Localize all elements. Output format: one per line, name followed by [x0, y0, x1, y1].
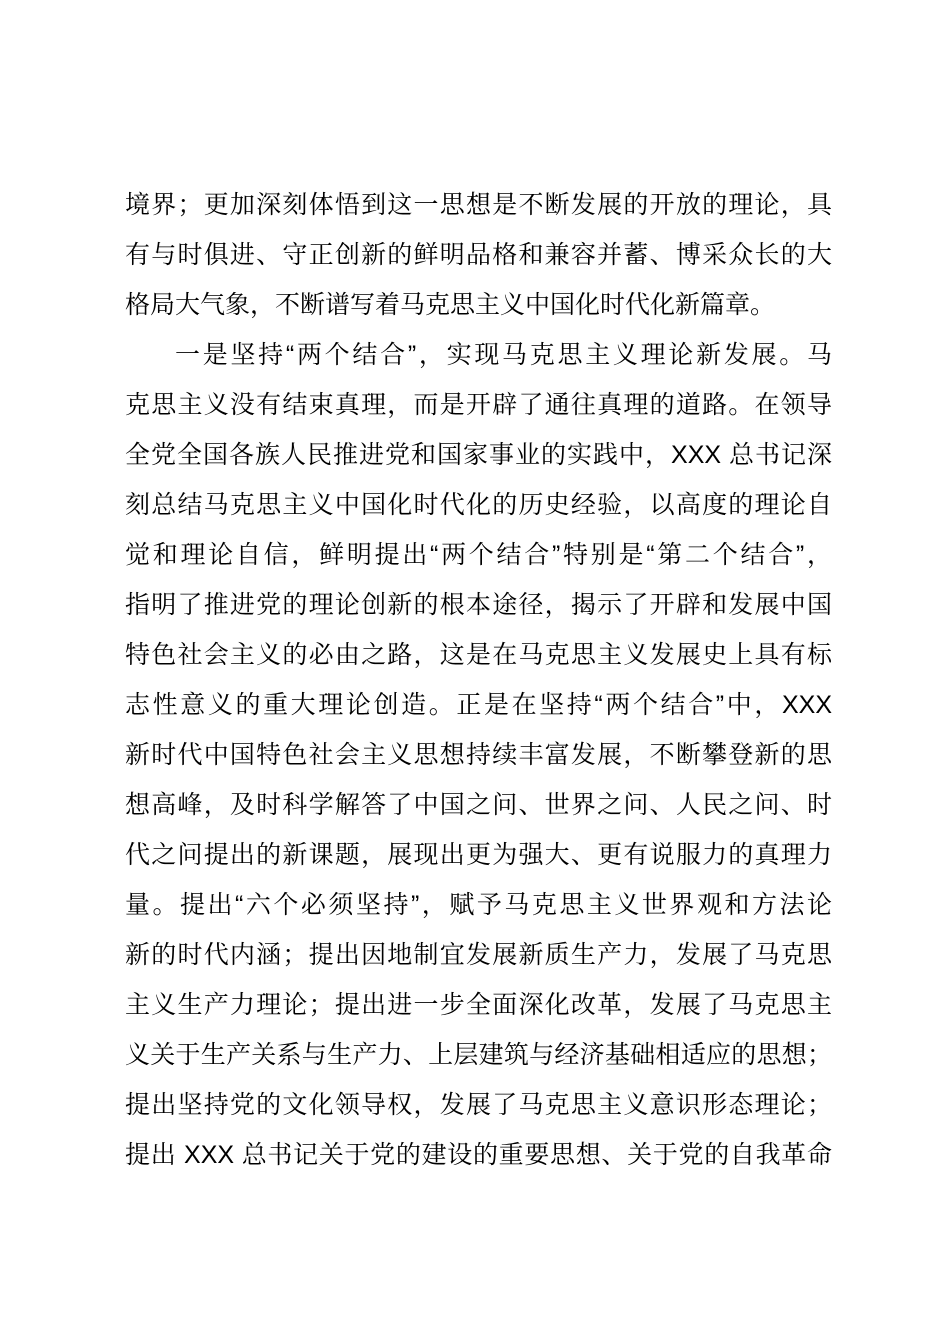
document-line: 提出 XXX 总书记关于党的建设的重要思想、关于党的自我革命	[125, 1141, 832, 1169]
document-line: 境界；更加深刻体悟到这一思想是不断发展的开放的理论，具	[125, 191, 832, 219]
document-line: 代之问提出的新课题，展现出更为强大、更有说服力的真理力	[125, 841, 832, 869]
document-line: 全党全国各族人民推进党和国家事业的实践中，XXX 总书记深	[125, 441, 832, 469]
document-text-block	[125, 180, 832, 1180]
document-line: 格局大气象，不断谱写着马克思主义中国化时代化新篇章。	[125, 291, 776, 319]
document-line: 一是坚持“两个结合”，实现马克思主义理论新发展。马	[175, 341, 832, 369]
document-line: 有与时俱进、守正创新的鲜明品格和兼容并蓄、博采众长的大	[125, 241, 832, 269]
document-line: 刻总结马克思主义中国化时代化的历史经验，以高度的理论自	[125, 491, 832, 519]
document-line: 克思主义没有结束真理，而是开辟了通往真理的道路。在领导	[125, 391, 832, 419]
document-line: 新的时代内涵；提出因地制宜发展新质生产力，发展了马克思	[125, 941, 832, 969]
document-line: 想高峰，及时科学解答了中国之问、世界之问、人民之问、时	[125, 791, 832, 819]
document-line: 量。提出“六个必须坚持”，赋予马克思主义世界观和方法论	[125, 891, 832, 919]
document-line: 义关于生产关系与生产力、上层建筑与经济基础相适应的思想；	[125, 1041, 832, 1069]
document-line: 特色社会主义的必由之路，这是在马克思主义发展史上具有标	[125, 641, 832, 669]
document-line: 觉和理论自信，鲜明提出“两个结合”特别是“第二个结合”，	[125, 541, 832, 569]
document-line: 志性意义的重大理论创造。正是在坚持“两个结合”中，XXX	[125, 691, 832, 719]
document-line: 新时代中国特色社会主义思想持续丰富发展，不断攀登新的思	[125, 741, 832, 769]
document-line: 主义生产力理论；提出进一步全面深化改革，发展了马克思主	[125, 991, 832, 1019]
document-line: 提出坚持党的文化领导权，发展了马克思主义意识形态理论；	[125, 1091, 832, 1119]
document-line: 指明了推进党的理论创新的根本途径，揭示了开辟和发展中国	[125, 591, 832, 619]
